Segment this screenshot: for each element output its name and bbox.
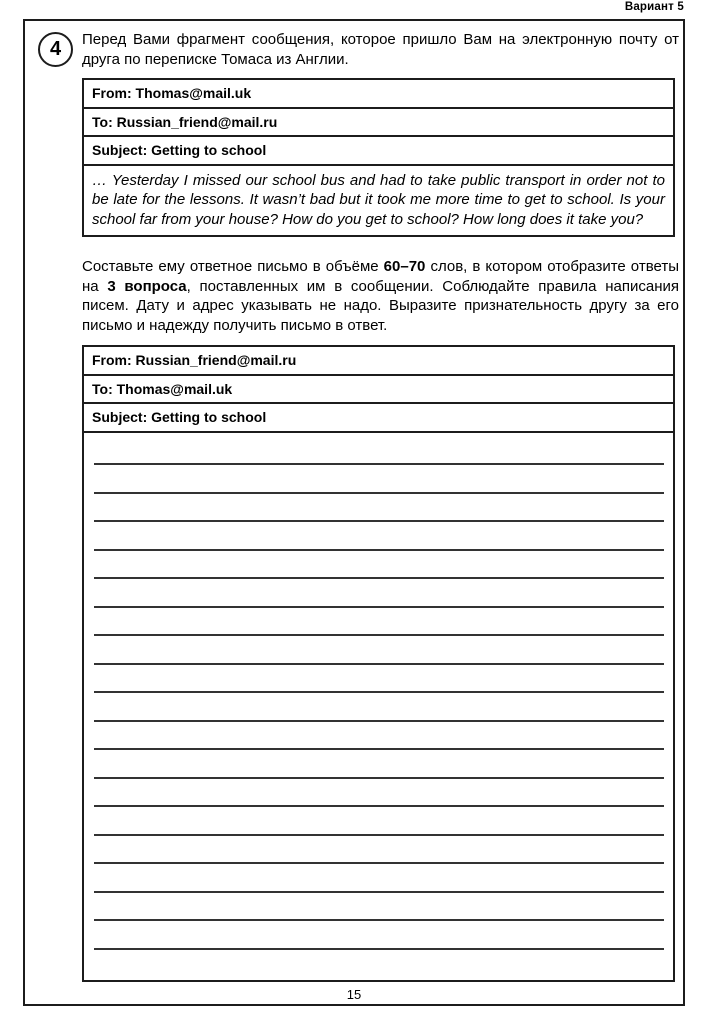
answer-lines <box>84 433 673 950</box>
answer-line <box>94 750 664 779</box>
answer-line <box>94 893 664 922</box>
answer-line <box>94 608 664 637</box>
reply-email-subject-row: Subject: Getting to school <box>84 404 673 433</box>
answer-line <box>94 433 664 466</box>
answer-line <box>94 636 664 665</box>
instruction-text-1: Составьте ему ответное письмо в объёме <box>82 258 384 275</box>
received-email-to-row: To: Russian_friend@mail.ru <box>84 109 673 138</box>
received-email-body: … Yesterday I missed our school bus and had to take public transport in order not to be late for the lessons. It wasn’t bad but it took me more time to get to school. Is your school far from your house? How do you get to school? How long does it take you? <box>92 171 665 228</box>
received-email-box <box>82 78 675 237</box>
answer-line <box>94 665 664 694</box>
instruction-questions-count: 3 вопроса <box>107 277 187 295</box>
task-instruction <box>82 257 679 335</box>
reply-email-from-row: From: Russian_friend@mail.ru <box>84 347 673 376</box>
answer-line <box>94 722 664 751</box>
answer-line <box>94 807 664 836</box>
answer-line <box>94 921 664 950</box>
answer-line <box>94 522 664 551</box>
reply-email-box <box>82 345 675 982</box>
task-number-badge <box>38 32 73 67</box>
variant-label: Вариант 5 <box>624 1 684 13</box>
received-email-subject-row: Subject: Getting to school <box>84 137 673 166</box>
answer-line <box>94 779 664 808</box>
reply-email-to-row: To: Thomas@mail.uk <box>84 376 673 405</box>
instruction-text-2: слов, в котором отобразите ответы на <box>82 258 679 295</box>
page-number: 15 <box>346 987 362 1002</box>
answer-line <box>94 693 664 722</box>
answer-line <box>94 579 664 608</box>
answer-line <box>94 551 664 580</box>
answer-line <box>94 836 664 865</box>
answer-line <box>94 494 664 523</box>
answer-line <box>94 864 664 893</box>
task-intro: Перед Вами фрагмент сообщения, которое пришло Вам на электронную почту от друга по переписке Томаса из Англии. <box>82 31 679 68</box>
answer-line <box>94 465 664 494</box>
task-number: 4 <box>49 38 62 60</box>
task-frame <box>23 19 685 1006</box>
instruction-text-3: , поставленных им в сообщении. Соблюдайте правила написания писем. Дату и адрес указывать не надо. Выразите признательность другу за его письмо и надежду получить письмо в ответ. <box>82 277 679 334</box>
received-email-from-row: From: Thomas@mail.uk <box>84 80 673 109</box>
instruction-word-limit: 60–70 <box>383 258 426 275</box>
